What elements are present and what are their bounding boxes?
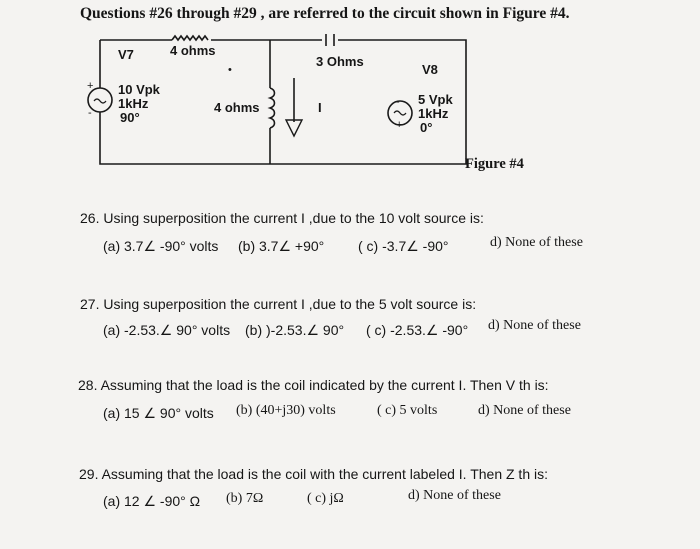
source1-phase: 90° — [120, 110, 140, 125]
capacitor — [326, 34, 334, 46]
question-27-option-d: d) None of these — [488, 318, 581, 333]
wire-top-right — [100, 40, 466, 164]
svg-text:+: + — [87, 80, 94, 92]
question-27-option-b: (b) )-2.53.∠ 90° — [245, 322, 345, 338]
source2-amplitude: 5 Vpk — [418, 92, 453, 107]
question-29-stem: 29. Assuming that the load is the coil with the current labeled I. Then Z th is: — [79, 466, 548, 482]
question-26-option-d: d) None of these — [490, 235, 583, 250]
question-27-option-a: (a) -2.53.∠ 90° volts — [103, 322, 231, 338]
svg-text:•: • — [228, 64, 232, 76]
question-28-stem: 28. Assuming that the load is the coil indicated by the current I. Then V th is: — [78, 377, 549, 393]
question-26-option-b: (b) 3.7∠ +90° — [238, 238, 325, 254]
question-29-option-c: ( c) jΩ — [307, 491, 344, 506]
question-29-option-a: (a) 12 ∠ -90° Ω — [103, 493, 201, 509]
source2-frequency: 1kHz — [418, 106, 449, 121]
source1-amplitude: 10 Vpk — [118, 82, 160, 97]
svg-text:-: - — [396, 96, 400, 108]
question-27-option-c: ( c) -2.53.∠ -90° — [366, 322, 469, 338]
question-27-stem: 27. Using superposition the current I ,due to the 5 volt source is: — [80, 296, 477, 312]
v7-label: V7 — [118, 47, 134, 62]
r2-label: 4 ohms — [214, 100, 260, 115]
question-28-option-d: d) None of these — [478, 403, 571, 418]
source1-frequency: 1kHz — [118, 96, 149, 111]
resistor-r1 — [172, 36, 208, 40]
capacitor-label: 3 Ohms — [316, 54, 364, 69]
question-29-option-d: d) None of these — [408, 488, 501, 503]
svg-text:-: - — [88, 107, 92, 119]
current-arrowhead — [286, 120, 302, 136]
question-28-option-b: (b) (40+j30) volts — [236, 403, 336, 418]
question-26-stem: 26. Using superposition the current I ,due to the 10 volt source is: — [80, 210, 484, 226]
question-26-option-c: ( c) -3.7∠ -90° — [358, 238, 449, 254]
question-29-option-b: (b) 7Ω — [226, 491, 264, 506]
page-title: Questions #26 through #29 , are referred to the circuit shown in Figure #4. — [80, 5, 570, 22]
figure-label: Figure #4 — [465, 156, 524, 172]
source2-phase: 0° — [420, 120, 433, 135]
question-28-option-a: (a) 15 ∠ 90° volts — [103, 405, 214, 421]
resistor-r2 — [270, 88, 275, 128]
v8-label: V8 — [422, 62, 438, 77]
current-label: I — [318, 100, 322, 115]
r1-label: 4 ohms — [170, 43, 216, 58]
svg-text:+: + — [396, 119, 403, 131]
question-26-option-a: (a) 3.7∠ -90° volts — [103, 238, 219, 254]
question-28-option-c: ( c) 5 volts — [377, 403, 438, 418]
